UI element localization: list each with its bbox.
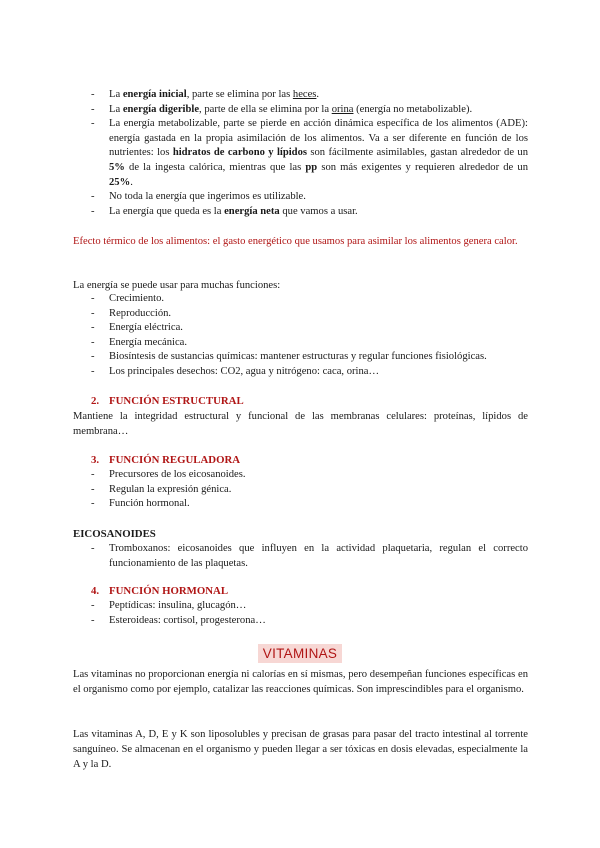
funcion-hormonal-list <box>73 599 528 628</box>
vitaminas-title-wrap <box>0 644 600 663</box>
list-item: - Tromboxanos: eicosanoides que influyen en la actividad plaquetaria, regulan el correcto funcionamiento de las plaquetas. <box>73 542 528 571</box>
vitaminas-paragraph-1: Las vitaminas no proporcionan energía ni calorías en sí mismas, pero desempeñan funciones específicas en el organismo como por ejemplo, catalizar las reacciones químicas. Son imprescindibles para el organismo. <box>73 669 528 695</box>
list-item: - La energía inicial, parte se elimina por las heces. <box>73 88 528 103</box>
list-item: - Función hormonal. <box>73 497 528 512</box>
list-item: - Precursores de los eicosanoides. <box>73 468 528 483</box>
heading-funcion-hormonal: 4. FUNCIÓN HORMONAL <box>91 585 229 597</box>
list-item: - La energía metabolizable, parte se pierde en acción dinámica específica de los alimentos (ADE): energía gastada en la propia asimilación de los alimentos. Va a ser diferente en función de los nutrientes: los hidratos de carbono y lípidos son fácilmente asimilables, gastan alrededor de un 5% de la ingesta calórica, mientras que las pp son más exigentes y requieren alrededor de un 25%. <box>73 117 528 190</box>
list-item: - La energía que queda es la energía neta que vamos a usar. <box>73 205 528 220</box>
list-item: - Esteroideas: cortisol, progesterona… <box>73 614 528 629</box>
list-item: - Energía eléctrica. <box>73 321 528 336</box>
list-item: - Energía mecánica. <box>73 336 528 351</box>
heading-funcion-reguladora: 3. FUNCIÓN REGULADORA <box>91 454 241 466</box>
list-item: - Peptídicas: insulina, glucagón… <box>73 599 528 614</box>
list-item: - Reproducción. <box>73 307 528 322</box>
heading-funcion-estructural: 2. FUNCIÓN ESTRUCTURAL <box>91 395 244 407</box>
list-item: - No toda la energía que ingerimos es utilizable. <box>73 190 528 205</box>
list-item: - La energía digerible, parte de ella se elimina por la orina (energía no metabolizable). <box>73 103 528 118</box>
uses-list <box>73 292 528 380</box>
funcion-estructural-text: Mantiene la integridad estructural y funcional de las membranas celulares: proteínas, lípidos de membrana… <box>73 411 528 437</box>
list-item: - Los principales desechos: CO2, agua y nitrógeno: caca, orina… <box>73 365 528 380</box>
vitaminas-title: VITAMINAS <box>258 644 342 663</box>
energy-list <box>73 88 528 219</box>
list-item: - Regulan la expresión génica. <box>73 483 528 498</box>
funcion-reguladora-list <box>73 468 528 512</box>
list-item: - Crecimiento. <box>73 292 528 307</box>
list-item: - Biosíntesis de sustancias químicas: mantener estructuras y regular funciones fisiológicas. <box>73 350 528 365</box>
heading-eicosanoides: EICOSANOIDES <box>73 528 156 540</box>
efecto-termico-note: Efecto térmico de los alimentos: el gasto energético que usamos para asimilar los alimentos genera calor. <box>73 236 518 247</box>
uses-intro: La energía se puede usar para muchas funciones: <box>73 280 281 291</box>
eicosanoides-list <box>73 542 528 571</box>
vitaminas-paragraph-2: Las vitaminas A, D, E y K son liposolubles y precisan de grasas para pasar del tracto intestinal al torrente sanguíneo. Se almacenan en el organismo y pueden llegar a ser tóxicas en dosis elevadas, especialmente la A y la D. <box>73 729 528 770</box>
